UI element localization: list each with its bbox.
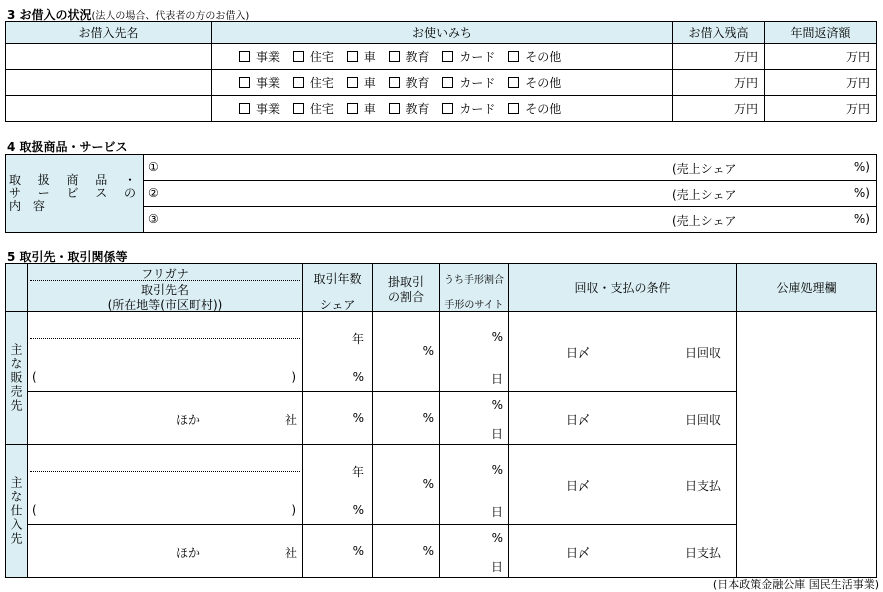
sales-label: 主な販売先 [6,312,28,445]
supply-terms-field[interactable]: 日〆 日支払 [509,445,737,525]
sales-terms-field[interactable]: 日〆 日回収 [509,312,737,392]
sales-main-row [6,312,877,392]
office-use-header: 公庫処理欄 [737,264,877,312]
loan-use-options [212,70,673,96]
use-business-checkbox[interactable]: 事業 [239,48,280,65]
supply-others-share-field[interactable]: % [303,525,373,578]
section-3-title: 3 お借入の状況(法人の場合、代表者の方のお借入) [7,8,250,22]
terms-header: 回収・支払の条件 [509,264,737,312]
use-housing-checkbox[interactable]: 住宅 [293,48,334,65]
loan-name-header: お借入先名 [6,22,212,44]
sales-partner-field[interactable]: ( ) [28,312,303,392]
loan-name-field[interactable] [6,70,212,96]
products-table [5,154,877,233]
loan-use-header: お使いみち [212,22,673,44]
footer-note: (日本政策金融公庫 国民生活事業) [712,578,879,591]
loan-name-field[interactable] [6,96,212,122]
section-3-note: (法人の場合、代表者の方のお借入) [91,11,250,22]
use-card-checkbox[interactable]: カード [442,100,495,117]
use-education-checkbox[interactable]: 教育 [389,48,430,65]
product-field-2[interactable]: ② (売上シェア %) [144,181,877,207]
use-business-checkbox[interactable]: 事業 [239,100,280,117]
loan-table [5,21,877,122]
sales-years-field[interactable]: 年 % [303,312,373,392]
use-housing-checkbox[interactable]: 住宅 [293,100,334,117]
office-use-field [737,312,877,578]
loan-use-options [212,96,673,122]
row-label-header [6,264,28,312]
use-business-checkbox[interactable]: 事業 [239,74,280,91]
loan-balance-field[interactable]: 万円 [673,70,765,96]
use-car-checkbox[interactable]: 車 [347,48,376,65]
use-education-checkbox[interactable]: 教育 [389,74,430,91]
loan-annual-field[interactable]: 万円 [765,70,877,96]
supply-others-bill-field[interactable]: % 日 [440,525,509,578]
loan-annual-field[interactable]: 万円 [765,44,877,70]
loan-row [6,96,877,122]
use-other-checkbox[interactable]: その他 [508,48,561,65]
use-card-checkbox[interactable]: カード [442,74,495,91]
sales-others-field[interactable]: ほか 社 [28,392,303,445]
supply-bill-field[interactable]: % 日 [440,445,509,525]
loan-name-field[interactable] [6,44,212,70]
sales-bill-field[interactable]: % 日 [440,312,509,392]
section-5-title: 5 取引先・取引関係等 [7,250,128,264]
loan-annual-field[interactable]: 万円 [765,96,877,122]
loan-annual-header: 年間返済額 [765,22,877,44]
product-field-1[interactable]: ① (売上シェア %) [144,155,877,181]
section-4-title: 4 取扱商品・サービス [7,140,128,154]
product-field-3[interactable]: ③ (売上シェア %) [144,207,877,233]
loan-balance-field[interactable]: 万円 [673,96,765,122]
partner-name-header: フリガナ 取引先名 (所在地等(市区町村)) [28,264,303,312]
use-housing-checkbox[interactable]: 住宅 [293,74,334,91]
use-car-checkbox[interactable]: 車 [347,100,376,117]
bill-ratio-header: うち手形割合 手形のサイト [440,264,509,312]
supply-label: 主な仕入先 [6,445,28,578]
supply-others-credit-field[interactable]: % [373,525,440,578]
supply-others-field[interactable]: ほか 社 [28,525,303,578]
loan-use-options [212,44,673,70]
sales-credit-field[interactable]: % [373,312,440,392]
use-other-checkbox[interactable]: その他 [508,100,561,117]
supply-credit-field[interactable]: % [373,445,440,525]
loan-balance-field[interactable]: 万円 [673,44,765,70]
use-card-checkbox[interactable]: カード [442,48,495,65]
product-row [6,155,877,181]
sales-others-credit-field[interactable]: % [373,392,440,445]
partners-table [5,263,877,578]
sales-others-share-field[interactable]: % [303,392,373,445]
use-car-checkbox[interactable]: 車 [347,74,376,91]
supply-years-field[interactable]: 年 % [303,445,373,525]
use-education-checkbox[interactable]: 教育 [389,100,430,117]
supply-others-terms-field[interactable]: 日〆 日支払 [509,525,737,578]
sales-others-terms-field[interactable]: 日〆 日回収 [509,392,737,445]
loan-balance-header: お借入残高 [673,22,765,44]
loan-row [6,70,877,96]
use-other-checkbox[interactable]: その他 [508,74,561,91]
loan-row [6,44,877,70]
years-share-header: 取引年数 シェア [303,264,373,312]
sales-others-bill-field[interactable]: % 日 [440,392,509,445]
products-label: 取 扱 商 品 ・ サ ー ビ ス の 内 容 [6,155,144,233]
credit-ratio-header: 掛取引 の割合 [373,264,440,312]
supply-partner-field[interactable]: ( ) [28,445,303,525]
